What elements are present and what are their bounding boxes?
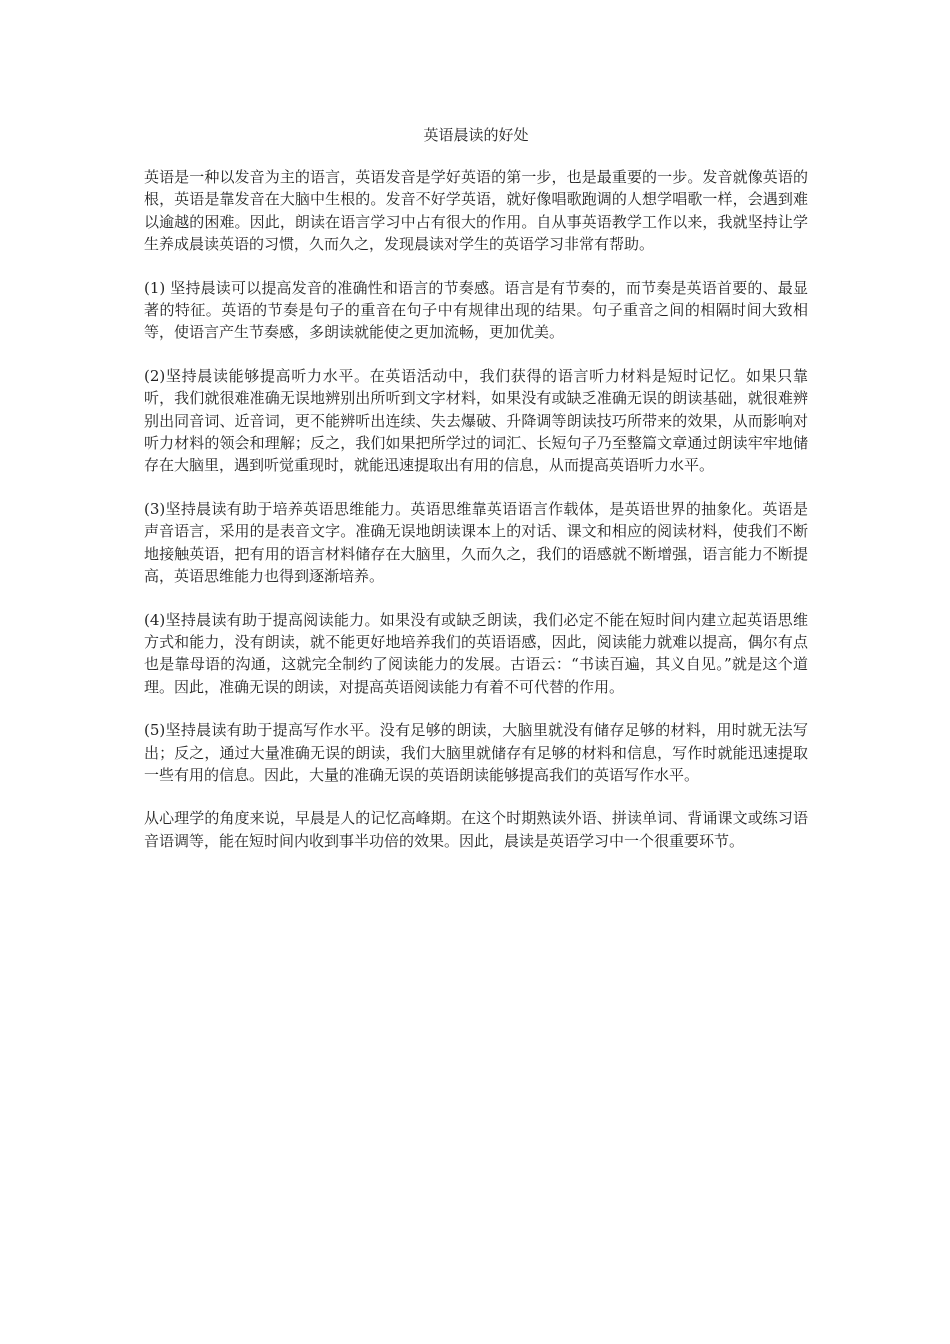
- paragraph-point-1: (1) 坚持晨读可以提高发音的准确性和语言的节奏感。语言是有节奏的，而节奏是英语首要的、最显著的特征。英语的节奏是句子的重音在句子中有规律出现的结果。句子重音之间的相隔时间大致相等，使语言产生节奏感，多朗读就能使之更加流畅，更加优美。: [144, 278, 808, 342]
- document-title: 英语晨读的好处: [423, 126, 529, 144]
- paragraph-point-5: (5)坚持晨读有助于提高写作水平。没有足够的朗读，大脑里就没有储存足够的材料，用时就无法写出；反之，通过大量准确无误的朗读，我们大脑里就储存有足够的材料和信息，写作时就能迅速提取一些有用的信息。因此，大量的准确无误的英语朗读能够提高我们的英语写作水平。: [144, 721, 808, 784]
- paragraph-intro: 英语是一种以发音为主的语言，英语发音是学好英语的第一步，也是最重要的一步。发音就像英语的根，英语是靠发音在大脑中生根的。发音不好学英语，就好像唱歌跑调的人想学唱歌一样，会遇到难以逾越的困难。因此，朗读在语言学习中占有很大的作用。自从事英语教学工作以来，我就坚持让学生养成晨读英语的习惯，久而久之，发现晨读对学生的英语学习非常有帮助。: [144, 168, 808, 254]
- paragraph-point-3: (3)坚持晨读有助于培养英语思维能力。英语思维靠英语语言作载体，是英语世界的抽象化。英语是声音语言，采用的是表音文字。准确无误地朗读课本上的对话、课文和相应的阅读材料，使我们不断地接触英语，把有用的语言材料储存在大脑里，久而久之，我们的语感就不断增强，语言能力不断提高，英语思维能力也得到逐渐培养。: [144, 499, 808, 586]
- paragraph-conclusion: 从心理学的角度来说，早晨是人的记忆高峰期。在这个时期熟读外语、拼读单词、背诵课文或练习语音语调等，能在短时间内收到事半功倍的效果。因此，晨读是英语学习中一个很重要环节。: [144, 809, 808, 850]
- paragraph-point-2: (2)坚持晨读能够提高听力水平。在英语活动中，我们获得的语言听力材料是短时记忆。如果只靠听，我们就很难准确无误地辨别出所听到文字材料，如果没有或缺乏准确无误的朗读基础，就很难辨别出同音词、近音词，更不能辨听出连续、失去爆破、升降调等朗读技巧所带来的效果，从而影响对听力材料的领会和理解；反之，我们如果把所学过的词汇、长短句子乃至整篇文章通过朗读牢牢地储存在大脑里，遇到听觉重现时，就能迅速提取出有用的信息，从而提高英语听力水平。: [144, 366, 808, 475]
- paragraph-point-4: (4)坚持晨读有助于提高阅读能力。如果没有或缺乏朗读，我们必定不能在短时间内建立起英语思维方式和能力，没有朗读，就不能更好地培养我们的英语语感，因此，阅读能力就难以提高，偶尔有点也是靠母语的沟通，这就完全制约了阅读能力的发展。古语云：“书读百遍，其义自见。”就是这个道理。因此，准确无误的朗读，对提高英语阅读能力有着不可代替的作用。: [144, 610, 808, 696]
- document-page: [144, 124, 808, 873]
